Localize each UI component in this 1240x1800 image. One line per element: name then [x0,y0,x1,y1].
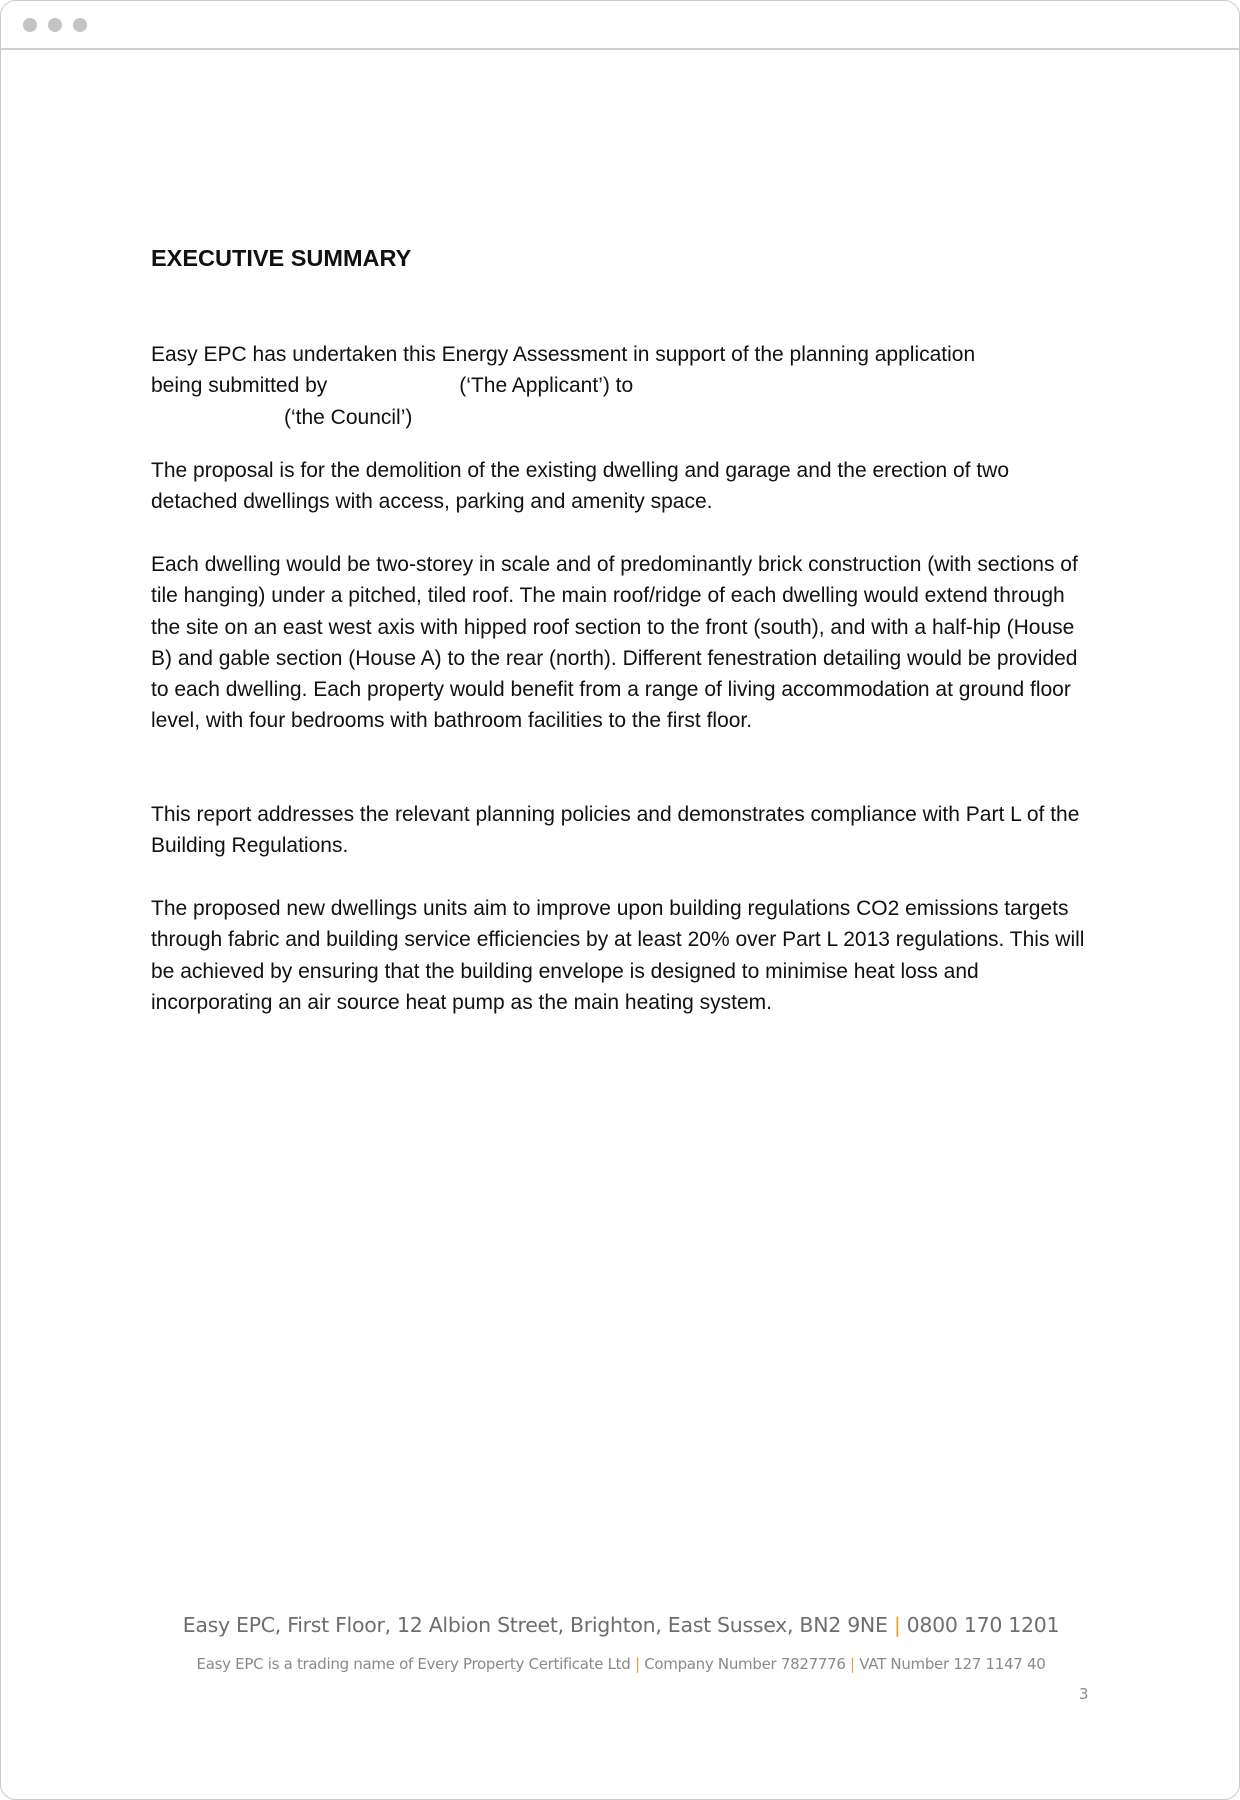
document-page [151,243,1091,1014]
footer-address-line [1,1613,1240,1637]
paragraph-dwellings: Each dwelling would be two-storey in scale and of predominantly brick construction (with sections of tile hanging) under a pitched, tiled roof. The main roof/ridge of each dwelling would extend through the site on an east west axis with hipped roof section to the front (south), and with a half-hip (House B) and gable section (House A) to the rear (north). Different fenestration detailing would be provided to each dwelling. Each property would benefit from a range of living accommodation at ground floor level, with four bedrooms with bathroom facilities to the first floor. [151,553,1078,733]
footer-phone: 0800 170 1201 [906,1613,1060,1637]
intro-line-1: Easy EPC has undertaken this Energy Assessment in support of the planning application [151,343,976,366]
intro-line-3: (‘the Council’) [284,405,413,429]
window-control-dot[interactable] [48,18,62,32]
footer-trading-name: Easy EPC is a trading name of Every Property Certificate Ltd [196,1655,631,1673]
paragraph-compliance: This report addresses the relevant planning policies and demonstrates compliance with Part L of the Building Regulations. [151,803,1080,858]
footer-vat-number: VAT Number 127 1147 40 [859,1655,1046,1673]
footer-address: Easy EPC, First Floor, 12 Albion Street, Brighton, East Sussex, BN2 9NE [182,1613,888,1637]
window-control-dot[interactable] [73,18,87,32]
footer-company-line [1,1655,1240,1673]
window-control-dot[interactable] [23,18,37,32]
footer-separator: | [850,1655,855,1673]
footer-separator: | [893,1613,901,1637]
intro-line-2b: (‘The Applicant’) to [459,374,634,398]
paragraph-emissions: The proposed new dwellings units aim to improve upon building regulations CO2 emissions targets through fabric and building service efficiencies by at least 20% over Part L 2013 regulations. This will be achieved by ensuring that the building envelope is designed to minimise heat loss and incorporating an air source heat pump as the main heating system. [151,897,1085,1014]
page-number: 3 [1079,1685,1089,1703]
footer-company-number: Company Number 7827776 [644,1655,846,1673]
paragraph-proposal: The proposal is for the demolition of the existing dwelling and garage and the erection of two detached dwellings with access, parking and amenity space. [151,459,1010,514]
footer-separator: | [634,1655,640,1673]
intro-line-2a: being submitted by [151,374,328,398]
section-heading: EXECUTIVE SUMMARY [151,245,412,271]
paragraph-intro [151,339,1091,433]
window-titlebar [1,1,1239,50]
